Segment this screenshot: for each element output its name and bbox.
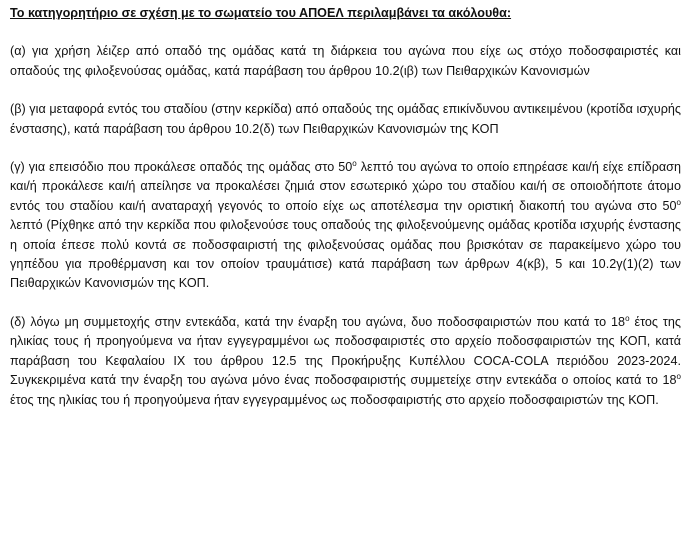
charge-c-text-2: λεπτό του αγώνα το οποίο επηρέασε και/ή είχε επίδραση και/ή προκάλεσε και/ή απείλησε να προκαλέσει ζημιά στον εσωτερικό χώρο του σταδίου και/ή σε οποιοδήποτε άτομο εντός του σταδίου και/ή αναταραχή γεγονός το οποίο είχε ως αποτέλεσμα την οριστική διακοπή του αγώνα στο 50	[10, 160, 682, 213]
charge-paragraph-d	[10, 313, 681, 410]
ordinal-superscript: ο	[676, 197, 681, 207]
charge-c-text-1: (γ) για επεισόδιο που προκάλεσε οπαδός της ομάδας στο 50	[10, 160, 353, 175]
charge-paragraph-c	[10, 158, 681, 294]
charge-b-text: (β) για μεταφορά εντός του σταδίου (στην κερκίδα) από οπαδούς της ομάδας επικίνδυνου αντικειμένου (κροτίδα ισχυρής ένστασης), κατά παράβαση του άρθρου 10.2(δ) των Πειθαρχικών Κανονισμών της ΚΟΠ	[10, 102, 681, 136]
charge-d-text-2: έτος της ηλικίας τους ή προηγούμενα να ήταν εγγεγραμμένοι ως ποδοσφαιριστές στο αρχείο ποδοσφαιριστών της ΚΟΠ, κατά παράβαση του Κεφαλαίου ΙΧ του άρθρου 12.5 της Προκήρυξης Κυπέλλου COCA-COLA περιόδου 2023-2024. Συγκεκριμένα κατά την έναρξη του αγώνα μόνο ένας ποδοσφαιριστής συμμετείχε στην εντεκάδα ο οποίος κατά το 18	[10, 314, 681, 388]
charge-c-text-3: λεπτό (Ρίχθηκε από την κερκίδα που φιλοξενούσε τους οπαδούς της φιλοξενούμενης ομάδας κροτίδα ισχυρής ένστασης η οποία έπεσε πολύ κοντά σε ποδοσφαιριστή της φιλοξενούσας ομάδας που βρισκόταν σε παρακείμενο χώρο του γηπέδου για προθέρμανση και τον οποίον τραυμάτισε) κατά παράβαση των άρθρων 4(κβ), 5 και 10.2γ(1)(2) των Πειθαρχικών Κανονισμών της ΚΟΠ.	[10, 218, 681, 291]
ordinal-superscript: ο	[352, 158, 357, 168]
document-heading: Το κατηγορητήριο σε σχέση με το σωματείο του ΑΠΟΕΛ περιλαμβάνει τα ακόλουθα:	[10, 6, 512, 20]
ordinal-superscript: ο	[676, 371, 681, 381]
charge-paragraph-a	[10, 42, 681, 81]
ordinal-superscript: ο	[625, 313, 630, 323]
charge-d-text-3: έτος της ηλικίας του ή προηγούμενα ήταν εγγεγραμμένος ως ποδοσφαιριστής στο αρχείο ποδοσφαιριστών της ΚΟΠ.	[10, 392, 659, 407]
charge-d-text-1: (δ) λόγω μη συμμετοχής στην εντεκάδα, κατά την έναρξη του αγώνα, δυο ποδοσφαιριστών που κατά το 18	[10, 314, 626, 329]
charge-paragraph-b	[10, 100, 681, 139]
charge-a-text: (α) για χρήση λέιζερ από οπαδό της ομάδας κατά τη διάρκεια του αγώνα που είχε ως στόχο ποδοσφαιριστές και οπαδούς της φιλοξενούσας ομάδας, κατά παράβαση του άρθρου 10.2(ιβ) των Πειθαρχικών Κανονισμών	[10, 44, 681, 78]
